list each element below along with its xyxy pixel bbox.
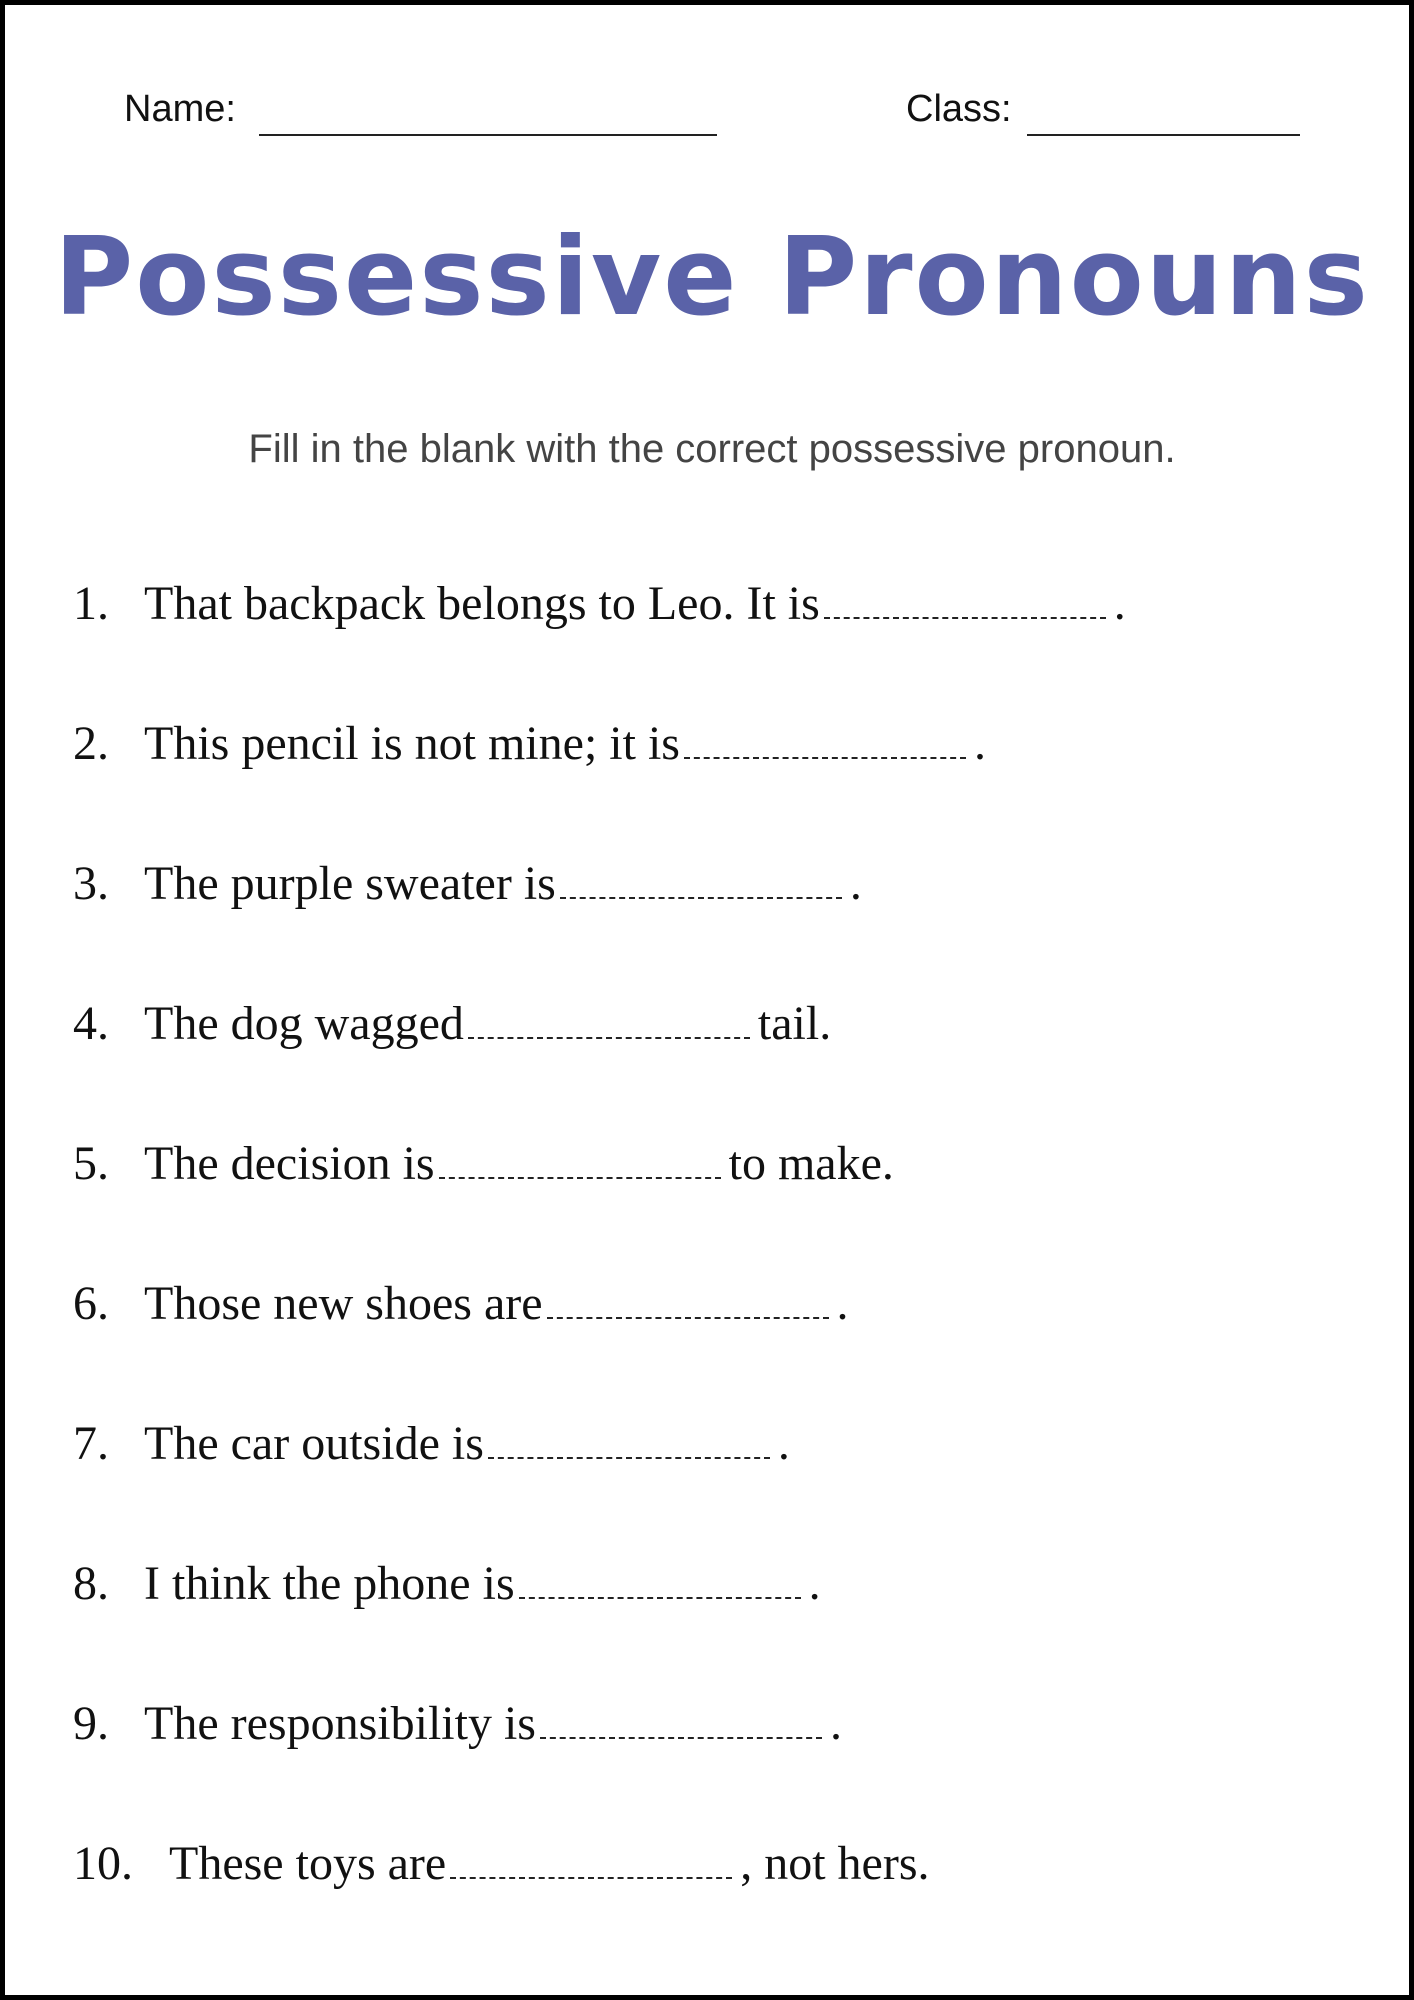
answer-blank[interactable]: [684, 721, 966, 759]
question-text-before: The purple sweater is: [144, 857, 556, 910]
question-text-before: The dog wagged: [144, 997, 464, 1050]
question-text-after: .: [829, 1697, 842, 1750]
question-text-before: I think the phone is: [144, 1557, 515, 1610]
question-text-after: .: [836, 1277, 849, 1330]
question-number: 10.: [73, 1837, 133, 1890]
answer-blank[interactable]: [488, 1421, 770, 1459]
worksheet-title: Possessive Pronouns: [54, 215, 1370, 340]
question-item: [73, 994, 1126, 1134]
question-number: 3.: [73, 857, 109, 910]
question-text-after: .: [973, 717, 986, 770]
answer-blank[interactable]: [824, 581, 1106, 619]
question-text-after: to make.: [728, 1137, 894, 1190]
question-number: 4.: [73, 997, 109, 1050]
question-number: 9.: [73, 1697, 109, 1750]
question-number: 7.: [73, 1417, 109, 1470]
question-item: [73, 1834, 1126, 1974]
question-number: 8.: [73, 1557, 109, 1610]
answer-blank[interactable]: [560, 861, 842, 899]
question-item: [73, 1694, 1126, 1834]
question-text-after: , not hers.: [740, 1837, 930, 1890]
question-text-after: .: [849, 857, 862, 910]
question-text-before: Those new shoes are: [144, 1277, 543, 1330]
question-list: [73, 574, 1126, 1974]
question-text-after: .: [808, 1557, 821, 1610]
question-text-before: The car outside is: [144, 1417, 484, 1470]
question-item: [73, 854, 1126, 994]
question-item: [73, 1274, 1126, 1414]
answer-blank[interactable]: [540, 1701, 822, 1739]
question-number: 5.: [73, 1137, 109, 1190]
question-item: [73, 714, 1126, 854]
question-number: 1.: [73, 577, 109, 630]
answer-blank[interactable]: [450, 1841, 732, 1879]
answer-blank[interactable]: [468, 1001, 750, 1039]
question-text-before: These toys are: [169, 1837, 447, 1890]
answer-blank[interactable]: [519, 1561, 801, 1599]
class-label: Class:: [906, 88, 1012, 130]
question-item: [73, 1554, 1126, 1694]
question-text-before: The decision is: [144, 1137, 435, 1190]
answer-blank[interactable]: [439, 1141, 721, 1179]
name-blank-line[interactable]: [259, 134, 717, 136]
question-number: 2.: [73, 717, 109, 770]
question-text-before: That backpack belongs to Leo. It is: [144, 577, 820, 630]
name-label: Name:: [124, 88, 236, 130]
question-item: [73, 1414, 1126, 1554]
instructions-text: Fill in the blank with the correct possessive pronoun.: [248, 427, 1176, 471]
question-item: [73, 574, 1126, 714]
question-number: 6.: [73, 1277, 109, 1330]
answer-blank[interactable]: [547, 1281, 829, 1319]
question-text-after: .: [777, 1417, 790, 1470]
question-text-before: This pencil is not mine; it is: [144, 717, 680, 770]
question-text-after: .: [1113, 577, 1126, 630]
question-item: [73, 1134, 1126, 1274]
question-text-before: The responsibility is: [144, 1697, 536, 1750]
class-blank-line[interactable]: [1027, 134, 1300, 136]
question-text-after: tail.: [757, 997, 832, 1050]
